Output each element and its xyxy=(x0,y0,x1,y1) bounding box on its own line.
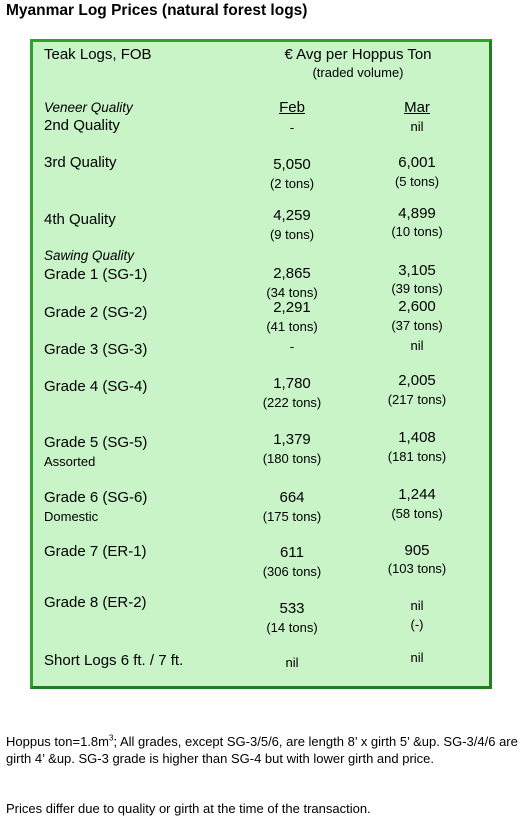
footnote-hoppus-text: ; All grades, except SG-3/5/6, are length 8’ x girth 5’ &up. SG-3/4/6 are girth 4’ &up. SG-3 grade is higher than SG-4 but with lower girth and price. xyxy=(6,734,518,766)
row-label: Grade 7 (ER-1) xyxy=(44,543,147,560)
footnote-superscript: 3 xyxy=(108,733,114,743)
section-sawing-quality: Sawing Quality xyxy=(44,248,135,263)
footnote-prices: Prices differ due to quality or girth at the time of the transaction. xyxy=(6,801,371,816)
footnote-hoppus xyxy=(6,733,518,767)
feb-volume: (34 tons) xyxy=(266,285,318,300)
mar-volume: (10 tons) xyxy=(391,224,443,239)
mar-value: 6,001 xyxy=(398,154,436,171)
mar-volume: (103 tons) xyxy=(387,561,447,576)
footnote-hoppus-lead: Hoppus ton=1.8m xyxy=(6,734,109,749)
mar-value: 1,408 xyxy=(398,429,436,446)
feb-volume: (180 tons) xyxy=(262,451,322,466)
row-label: Grade 8 (ER-2) xyxy=(44,594,147,611)
mar-value: 2,600 xyxy=(398,298,436,315)
column-label: Teak Logs, FOB xyxy=(44,46,152,63)
section-veneer-quality: Veneer Quality xyxy=(44,100,133,115)
page-title: Myanmar Log Prices (natural forest logs) xyxy=(6,2,308,19)
row-sublabel: Domestic xyxy=(44,509,99,524)
feb-volume: (175 tons) xyxy=(262,509,322,524)
feb-value: 4,259 xyxy=(273,207,311,224)
mar-value: 4,899 xyxy=(398,205,436,222)
column-value-heading: € Avg per Hoppus Ton xyxy=(284,46,432,63)
row-label: 2nd Quality xyxy=(44,117,120,134)
feb-value: - xyxy=(289,339,295,354)
feb-volume: (306 tons) xyxy=(262,564,322,579)
column-value-note: (traded volume) xyxy=(312,65,404,80)
mar-volume: (181 tons) xyxy=(387,449,447,464)
mar-volume: (58 tons) xyxy=(391,506,443,521)
feb-volume: (41 tons) xyxy=(266,319,318,334)
row-label: Grade 1 (SG-1) xyxy=(44,266,148,283)
mar-value: 2,005 xyxy=(398,372,436,389)
feb-volume: (14 tons) xyxy=(266,620,318,635)
mar-volume: (-) xyxy=(410,617,424,632)
mar-value: 1,244 xyxy=(398,486,436,503)
mar-volume: (5 tons) xyxy=(394,174,440,189)
mar-value: nil xyxy=(410,650,424,665)
feb-volume: (9 tons) xyxy=(269,227,315,242)
row-label: 4th Quality xyxy=(44,211,116,228)
mar-volume: (37 tons) xyxy=(391,318,443,333)
price-table xyxy=(30,39,492,689)
feb-value: 2,865 xyxy=(273,265,311,282)
row-label: Grade 6 (SG-6) xyxy=(44,489,148,506)
feb-value: 2,291 xyxy=(273,299,311,316)
feb-value: - xyxy=(289,120,295,135)
mar-value: 3,105 xyxy=(398,262,436,279)
row-label: Grade 2 (SG-2) xyxy=(44,304,148,321)
row-label: Short Logs 6 ft. / 7 ft. xyxy=(44,652,184,669)
row-sublabel: Assorted xyxy=(44,454,96,469)
feb-value: 1,780 xyxy=(273,375,311,392)
mar-volume: (217 tons) xyxy=(387,392,447,407)
row-label: 3rd Quality xyxy=(44,154,117,171)
feb-value: 664 xyxy=(279,489,305,506)
mar-value: 905 xyxy=(404,542,430,559)
feb-value: nil xyxy=(285,655,299,670)
row-label: Grade 4 (SG-4) xyxy=(44,378,148,395)
feb-value: 5,050 xyxy=(273,156,311,173)
feb-value: 611 xyxy=(280,544,304,561)
feb-volume: (2 tons) xyxy=(269,176,315,191)
mar-volume: (39 tons) xyxy=(391,281,443,296)
mar-value: nil xyxy=(410,119,424,134)
month-mar-heading: Mar xyxy=(404,99,430,116)
feb-value: 1,379 xyxy=(273,431,311,448)
feb-volume: (222 tons) xyxy=(262,395,322,410)
feb-value: 533 xyxy=(279,600,305,617)
month-feb-heading: Feb xyxy=(279,99,305,116)
mar-value: nil xyxy=(410,338,424,353)
row-label: Grade 3 (SG-3) xyxy=(44,341,148,358)
mar-value: nil xyxy=(410,598,424,613)
row-label: Grade 5 (SG-5) xyxy=(44,434,148,451)
